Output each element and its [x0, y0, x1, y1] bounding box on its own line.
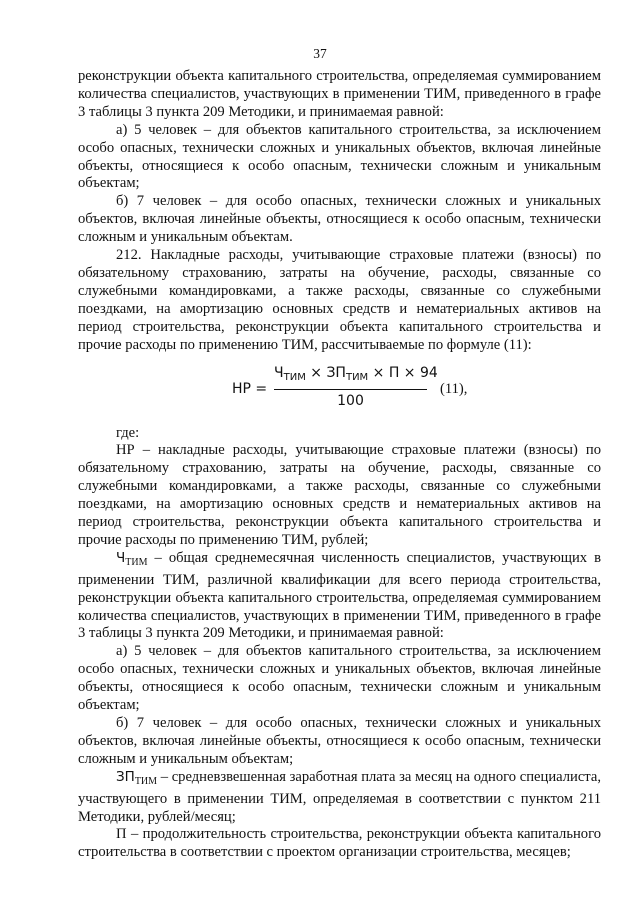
definition-zp-symbol: ЗП	[116, 768, 135, 785]
definition-hr: НР – накладные расходы, учитывающие страховые платежи (взносы) по обязательному страхованию, затраты на обучение, расходы, связанные со служебными командировками, а также расходы, связанные со служебными поездками, на амортизацию основных средств и нематериальных активов на период строительства, реконструкции объекта капитального строительства и прочие расходы по применению ТИМ, рублей;	[78, 442, 601, 548]
where-label: где:	[116, 424, 140, 441]
formula-num-zp-sub: ТИМ	[345, 371, 369, 383]
definition-zp-text: – средневзвешенная заработная плата за месяц на одного специалиста, участвующего в применении ТИМ, определяемая в соответствии с пунктом 211 Методики, рублей/месяц;	[78, 768, 601, 825]
definition-item-a: а) 5 человек – для объектов капитального строительства, за исключением особо опасных, технически сложных и уникальных объектов, включая линейные объекты, относящиеся к особо опасным, технически сложным и уникальным объектам;	[78, 643, 601, 714]
page-number: 37	[313, 46, 327, 61]
definition-zp-sub: ТИМ	[134, 775, 158, 787]
definition-zp	[78, 769, 601, 827]
paragraph-item-a: а) 5 человек – для объектов капитального строительства, за исключением особо опасных, технически сложных и уникальных объектов, включая линейные объекты, относящиеся к особо опасным, технически сложным и уникальным объектам;	[78, 121, 601, 192]
paragraph-212: 212. Накладные расходы, учитывающие страховые платежи (взносы) по обязательному страхованию, затраты на обучение, расходы, связанные со служебными командировками, а также расходы, связанные со служебными поездками, на амортизацию основных средств и нематериальных активов на период строительства, реконструкции объекта капитального строительства и прочие расходы по применению ТИМ, рассчитываемые по формуле (11):	[78, 247, 601, 353]
definition-ch-text: – общая среднемесячная численность специалистов, участвующих в применении ТИМ, различной квалификации для всего периода строительства, реконструкции объекта капитального строительства, определяемая суммированием количества специалистов, участвующих в применении ТИМ, приведенного в графе 3 таблицы 3 пункта 209 Методики, и принимаемая равной:	[78, 549, 601, 642]
paragraph-item-b: б) 7 человек – для особо опасных, технически сложных и уникальных объектов, включая линейные объекты, относящиеся к особо опасным, технически сложным и уникальным объектам.	[78, 193, 601, 246]
formula-number: (11),	[440, 380, 468, 397]
formula-num-zp: × ЗП	[305, 364, 346, 381]
document-body	[78, 68, 601, 862]
definition-ch-symbol: Ч	[116, 549, 126, 566]
formula-denominator: 100	[337, 393, 364, 410]
formula-num-rest: × П × 94	[368, 364, 438, 381]
definition-ch	[78, 550, 601, 644]
formula-num-ch-sub: ТИМ	[283, 371, 306, 383]
definition-p: П – продолжительность строительства, реконструкции объекта капитального строительства в соответствии с проектом организации строительства, месяцев;	[78, 826, 601, 861]
definition-item-b: б) 7 человек – для особо опасных, технически сложных и уникальных объектов, включая линейные объекты, относящиеся к особо опасным, технически сложным и уникальным объектам;	[78, 715, 601, 767]
paragraph-continuation: реконструкции объекта капитального строительства, определяемая суммированием количества специалистов, участвующих в применении ТИМ, приведенного в графе 3 таблицы 3 пункта 209 Методики, и принимаемая равной:	[78, 68, 601, 120]
formula-lhs: НР =	[232, 380, 268, 397]
formula-numerator	[274, 364, 438, 391]
definition-ch-sub: ТИМ	[125, 556, 148, 568]
formula-fraction	[274, 364, 438, 412]
formula-num-ch: Ч	[274, 364, 284, 381]
formula-11	[78, 359, 601, 421]
